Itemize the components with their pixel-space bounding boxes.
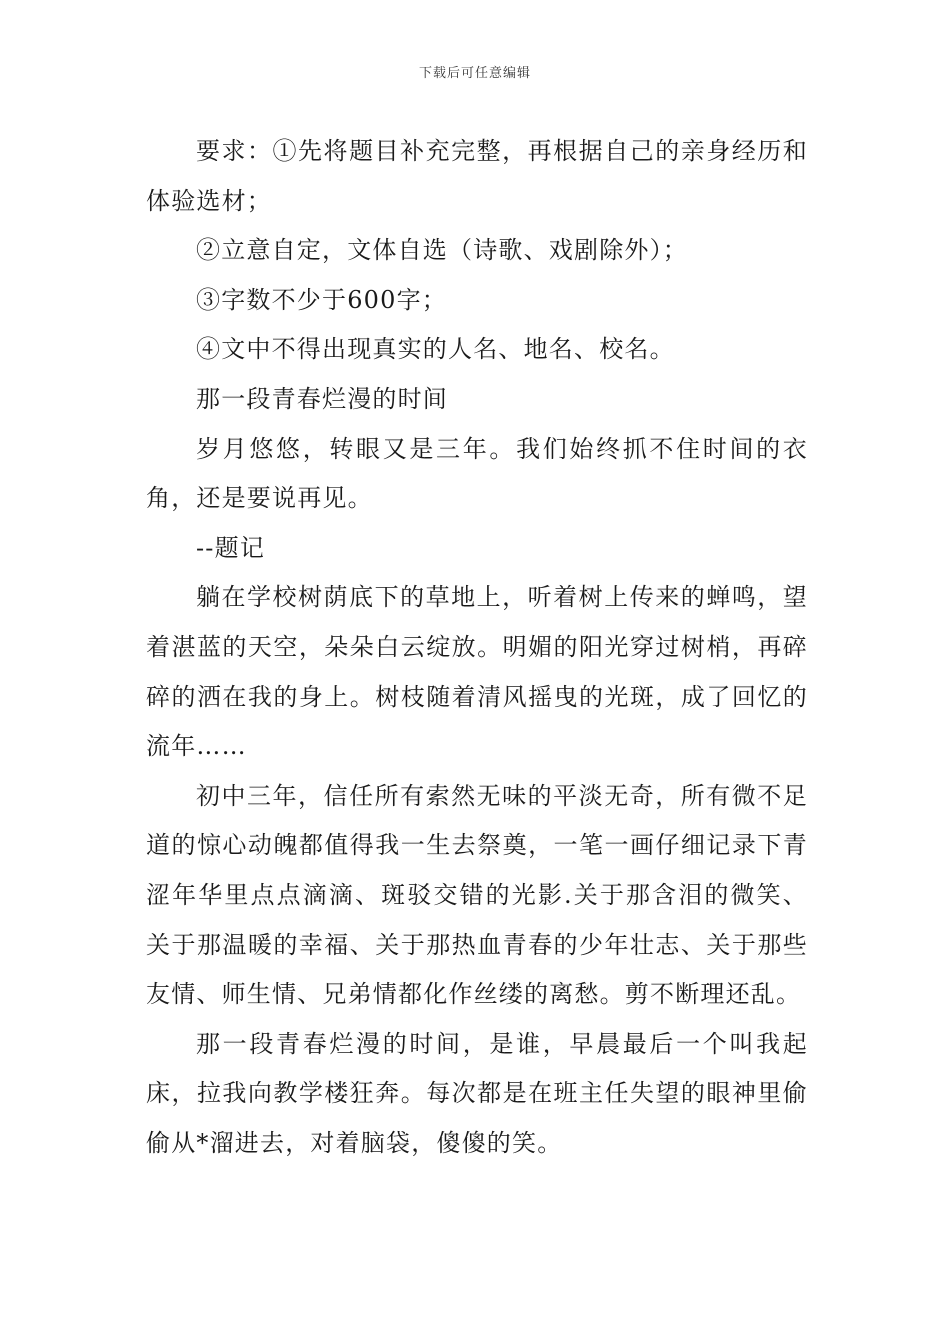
- epigraph-paragraph: 岁月悠悠，转眼又是三年。我们始终抓不住时间的衣角，还是要说再见。: [146, 434, 808, 513]
- requirement-item-4: ④文中不得出现真实的人名、地名、校名。: [196, 335, 675, 364]
- body-paragraph: 初中三年，信任所有索然无味的平淡无奇，所有微不足道的惊心动魄都值得我一生去祭奠，一笔一画仔细记录下青涩年华里点点滴滴、斑驳交错的光影.关于那含泪的微笑、关于那温暖的幸福、关于那热血青春的少年壮志、关于那些友情、师生情、兄弟情都化作丝缕的离愁。剪不断理还乱。: [146, 781, 808, 1009]
- document-body: [146, 127, 808, 1168]
- epigraph-attribution: --题记: [196, 533, 266, 562]
- essay-title: 那一段青春烂漫的时间: [196, 384, 448, 413]
- page-header: 下载后可任意编辑: [418, 66, 531, 81]
- requirement-item-3: ③字数不少于600字；: [196, 285, 448, 314]
- body-paragraph: 那一段青春烂漫的时间，是谁，早晨最后一个叫我起床，拉我向教学楼狂奔。每次都是在班主任失望的眼神里偷偷从*溜进去，对着脑袋，傻傻的笑。: [146, 1029, 808, 1157]
- body-paragraph: 躺在学校树荫底下的草地上，听着树上传来的蝉鸣，望着湛蓝的天空，朵朵白云绽放。明媚的阳光穿过树梢，再碎碎的洒在我的身上。树枝随着清风摇曳的光斑，成了回忆的流年……: [146, 583, 808, 761]
- requirement-item-2: ②立意自定，文体自选（诗歌、戏剧除外）；: [196, 236, 688, 265]
- requirement-paragraph: 要求：①先将题目补充完整，再根据自己的亲身经历和体验选材；: [146, 137, 808, 215]
